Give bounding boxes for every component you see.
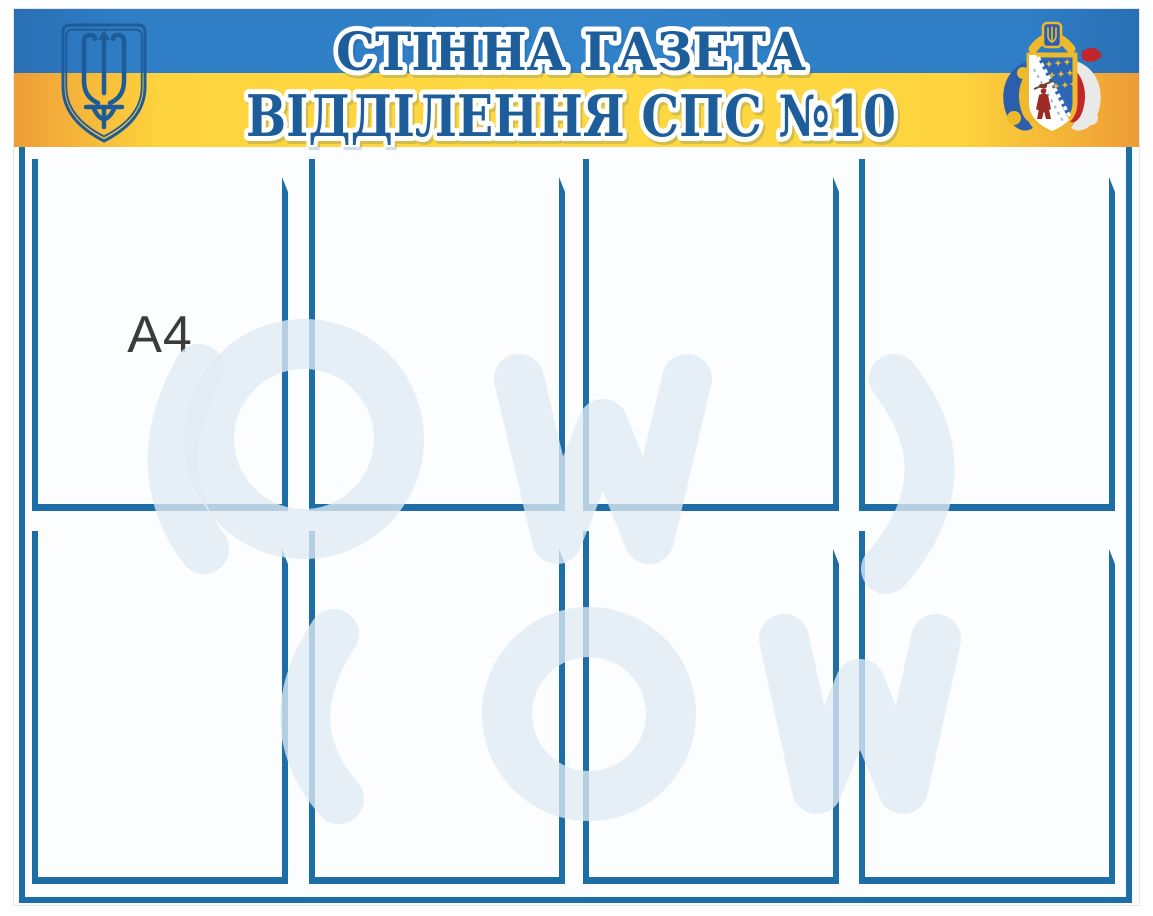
pocket-size-label [309,159,565,511]
pocket-a4-r2c4 [859,531,1115,884]
banner-title [14,9,1139,147]
pocket-size-label [583,531,839,884]
pocket-size-label [859,159,1115,511]
pocket-size-label [583,159,839,511]
pocket-a4-r2c2 [309,531,565,884]
pocket-a4-r1c2 [309,159,565,511]
pocket-a4-r2c1 [32,531,288,884]
banner-title-line2: ВІДДІЛЕННЯ СПС №10 [246,83,896,147]
pocket-a4-r1c1 [32,159,288,511]
pocket-a4-r1c3 [583,159,839,511]
info-stand-board [14,9,1139,905]
pocket-a4-r1c4 [859,159,1115,511]
pocket-size-label [309,531,565,884]
pocket-a4-r2c3 [583,531,839,884]
pocket-size-label [859,531,1115,884]
pocket-size-label [32,531,288,884]
pocket-size-label: A4 [127,306,193,364]
header-banner [14,9,1139,147]
banner-title-line1: СТІННА ГАЗЕТА [336,22,806,83]
